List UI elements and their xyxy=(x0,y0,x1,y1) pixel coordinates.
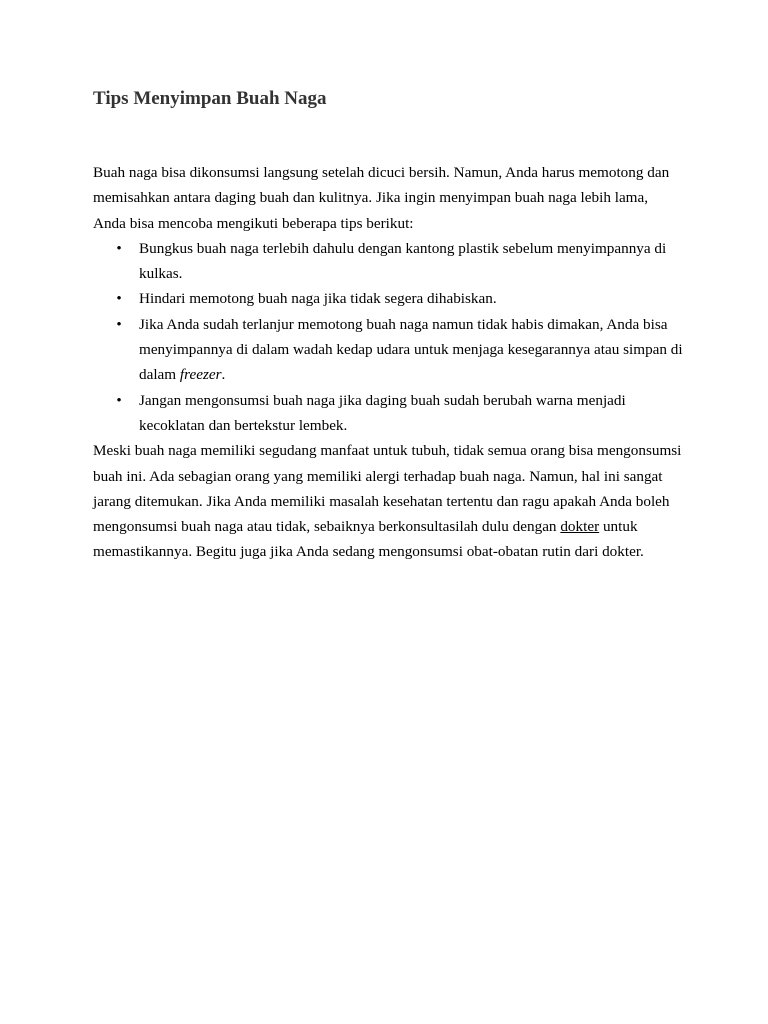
closing-text-end: untuk memastikannya. Begitu juga jika Anda sedang mengonsumsi obat-obatan rutin dari dokter. xyxy=(93,518,644,561)
article-title: Tips Menyimpan Buah Naga xyxy=(93,88,327,109)
bullet-icon: • xyxy=(116,290,122,308)
emphasis-freezer: freezer xyxy=(179,366,222,384)
list-item xyxy=(93,388,683,439)
dokter-link[interactable]: dokter xyxy=(560,518,600,536)
tip-text: Bungkus buah naga terlebih dahulu dengan kantong plastik sebelum menyimpannya di kulkas. xyxy=(139,239,667,283)
intro-paragraph: Buah naga bisa dikonsumsi langsung setelah dicuci bersih. Namun, Anda harus memotong dan memisahkan antara daging buah dan kulitnya. Jika ingin menyimpan buah naga lebih lama, Anda bisa mencoba mengikuti beberapa tips berikut: xyxy=(93,164,670,232)
bullet-icon: • xyxy=(116,391,122,409)
tip-text: Jangan mengonsumsi buah naga jika daging buah sudah berubah warna menjadi kecoklatan dan bertekstur lembek. xyxy=(139,391,626,434)
bullet-icon: • xyxy=(116,239,122,257)
list-item xyxy=(93,312,683,388)
tip-text-start: Jika Anda sudah terlanjur memotong buah naga namun tidak habis dimakan, Anda bisa menyimpannya di dalam wadah kedap udara untuk menjaga kesegarannya atau simpan di dalam xyxy=(139,315,683,384)
bullet-icon: • xyxy=(116,315,122,333)
article-body xyxy=(93,160,683,565)
tips-list xyxy=(93,236,683,438)
list-item xyxy=(93,286,683,311)
document-page xyxy=(93,86,683,565)
tip-text xyxy=(139,316,683,384)
closing-text-start: Meski buah naga memiliki segudang manfaat untuk tubuh, tidak semua orang bisa mengonsumsi buah ini. Ada sebagian orang yang memiliki alergi terhadap buah naga. Namun, hal ini sangat jarang ditemukan. Jika Anda memiliki masalah kesehatan tertentu dan ragu apakah Anda boleh mengonsumsi buah naga atau tidak, sebaiknya berkonsultasilah dulu dengan xyxy=(93,442,682,536)
tip-text: Hindari memotong buah naga jika tidak segera dihabiskan. xyxy=(139,290,497,308)
tip-text-end: . xyxy=(221,366,226,384)
list-item xyxy=(93,236,683,287)
closing-paragraph xyxy=(93,438,683,564)
